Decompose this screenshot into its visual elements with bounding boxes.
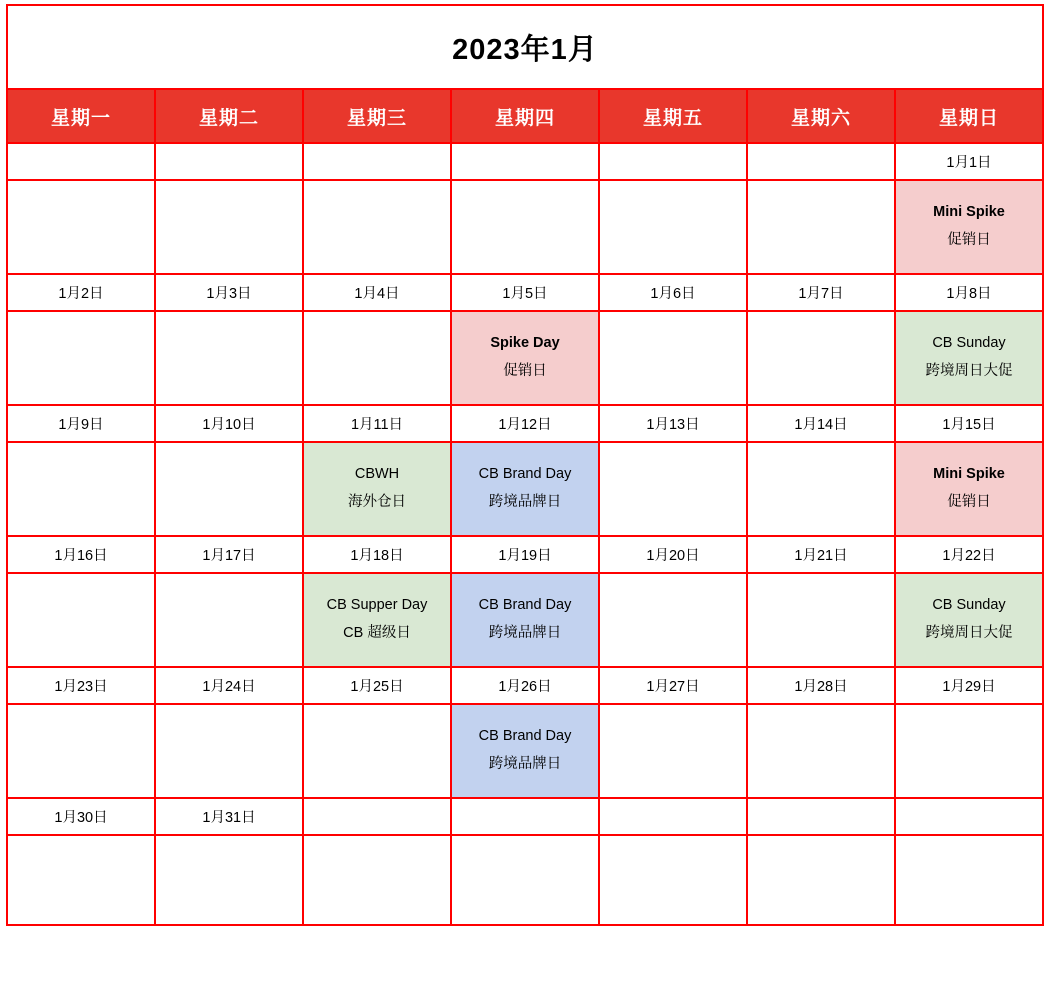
event-cell <box>155 835 303 925</box>
promotion-calendar <box>6 4 1044 926</box>
date-cell: 1月15日 <box>895 405 1043 442</box>
event-cell <box>303 573 451 667</box>
date-cell: 1月26日 <box>451 667 599 704</box>
weekday-header-tuesday: 星期二 <box>155 89 303 143</box>
event-cell <box>747 311 895 405</box>
weekday-header-thursday: 星期四 <box>451 89 599 143</box>
date-cell: 1月28日 <box>747 667 895 704</box>
event-title: CB Brand Day <box>478 597 572 614</box>
date-row <box>7 798 1043 835</box>
event-cell <box>303 442 451 536</box>
event-cell <box>895 180 1043 274</box>
event-title: CB Supper Day <box>326 597 428 614</box>
date-cell: 1月9日 <box>7 405 155 442</box>
date-cell: 1月2日 <box>7 274 155 311</box>
date-cell: 1月6日 <box>599 274 747 311</box>
event-cell <box>747 573 895 667</box>
weekday-header-row <box>7 89 1043 143</box>
event-cell <box>747 704 895 798</box>
event-cell <box>451 704 599 798</box>
event-cell <box>303 835 451 925</box>
date-cell <box>747 798 895 835</box>
event-subtitle: 促销日 <box>947 232 991 248</box>
date-cell <box>895 798 1043 835</box>
date-cell: 1月7日 <box>747 274 895 311</box>
date-cell: 1月30日 <box>7 798 155 835</box>
event-subtitle: 跨境品牌日 <box>488 625 562 641</box>
event-row <box>7 311 1043 405</box>
event-subtitle: CB 超级日 <box>343 625 411 641</box>
event-subtitle: 跨境周日大促 <box>925 625 1013 641</box>
date-cell: 1月27日 <box>599 667 747 704</box>
event-row <box>7 835 1043 925</box>
event-cell <box>747 442 895 536</box>
event-cell <box>7 573 155 667</box>
date-cell: 1月24日 <box>155 667 303 704</box>
date-cell: 1月4日 <box>303 274 451 311</box>
event-cell <box>599 704 747 798</box>
event-cell <box>451 573 599 667</box>
event-title: Mini Spike <box>933 466 1005 483</box>
event-cell <box>155 442 303 536</box>
event-title: CB Brand Day <box>478 466 572 483</box>
event-cell <box>599 442 747 536</box>
event-cell <box>303 311 451 405</box>
event-title: Mini Spike <box>933 204 1005 221</box>
event-title: CBWH <box>354 466 400 483</box>
date-cell <box>747 143 895 180</box>
date-cell <box>303 798 451 835</box>
event-subtitle: 跨境品牌日 <box>488 756 562 772</box>
date-cell: 1月22日 <box>895 536 1043 573</box>
event-cell <box>303 180 451 274</box>
event-subtitle: 跨境品牌日 <box>488 494 562 510</box>
weekday-header-friday: 星期五 <box>599 89 747 143</box>
weekday-header-saturday: 星期六 <box>747 89 895 143</box>
date-row <box>7 143 1043 180</box>
date-cell <box>303 143 451 180</box>
event-cell <box>451 835 599 925</box>
event-subtitle: 海外仓日 <box>348 494 406 510</box>
event-title: CB Sunday <box>932 597 1006 614</box>
event-cell <box>895 311 1043 405</box>
event-cell <box>7 442 155 536</box>
event-subtitle: 跨境周日大促 <box>925 363 1013 379</box>
event-cell <box>895 704 1043 798</box>
event-cell <box>451 180 599 274</box>
date-row <box>7 405 1043 442</box>
date-cell: 1月31日 <box>155 798 303 835</box>
date-cell: 1月3日 <box>155 274 303 311</box>
date-cell: 1月14日 <box>747 405 895 442</box>
event-subtitle: 促销日 <box>503 363 547 379</box>
date-cell: 1月13日 <box>599 405 747 442</box>
event-title: Spike Day <box>490 335 560 352</box>
date-cell: 1月12日 <box>451 405 599 442</box>
date-cell <box>599 143 747 180</box>
date-cell <box>7 143 155 180</box>
event-title: CB Sunday <box>932 335 1006 352</box>
date-cell <box>451 143 599 180</box>
event-subtitle: 促销日 <box>947 494 991 510</box>
event-cell <box>155 704 303 798</box>
event-cell <box>895 835 1043 925</box>
event-cell <box>895 442 1043 536</box>
date-cell: 1月21日 <box>747 536 895 573</box>
event-cell <box>599 311 747 405</box>
event-cell <box>747 835 895 925</box>
event-cell <box>451 311 599 405</box>
event-cell <box>303 704 451 798</box>
event-cell <box>599 835 747 925</box>
event-cell <box>155 180 303 274</box>
event-cell <box>599 180 747 274</box>
event-cell <box>7 835 155 925</box>
event-row <box>7 442 1043 536</box>
calendar-title: 2023年1月 <box>7 5 1043 89</box>
calendar-title-row <box>7 5 1043 89</box>
date-cell: 1月25日 <box>303 667 451 704</box>
event-cell <box>451 442 599 536</box>
event-row <box>7 180 1043 274</box>
date-cell: 1月11日 <box>303 405 451 442</box>
event-cell <box>747 180 895 274</box>
date-cell: 1月10日 <box>155 405 303 442</box>
event-cell <box>7 704 155 798</box>
date-row <box>7 536 1043 573</box>
date-cell: 1月17日 <box>155 536 303 573</box>
event-cell <box>7 180 155 274</box>
date-cell <box>155 143 303 180</box>
event-cell <box>155 311 303 405</box>
event-cell <box>895 573 1043 667</box>
event-cell <box>599 573 747 667</box>
event-row <box>7 573 1043 667</box>
weekday-header-monday: 星期一 <box>7 89 155 143</box>
event-cell <box>155 573 303 667</box>
date-cell: 1月8日 <box>895 274 1043 311</box>
event-cell <box>7 311 155 405</box>
date-cell <box>451 798 599 835</box>
date-cell <box>599 798 747 835</box>
event-row <box>7 704 1043 798</box>
weekday-header-sunday: 星期日 <box>895 89 1043 143</box>
date-cell: 1月1日 <box>895 143 1043 180</box>
date-cell: 1月29日 <box>895 667 1043 704</box>
date-cell: 1月20日 <box>599 536 747 573</box>
date-row <box>7 274 1043 311</box>
date-cell: 1月16日 <box>7 536 155 573</box>
event-title: CB Brand Day <box>478 728 572 745</box>
date-row <box>7 667 1043 704</box>
date-cell: 1月19日 <box>451 536 599 573</box>
date-cell: 1月5日 <box>451 274 599 311</box>
date-cell: 1月18日 <box>303 536 451 573</box>
weekday-header-wednesday: 星期三 <box>303 89 451 143</box>
date-cell: 1月23日 <box>7 667 155 704</box>
